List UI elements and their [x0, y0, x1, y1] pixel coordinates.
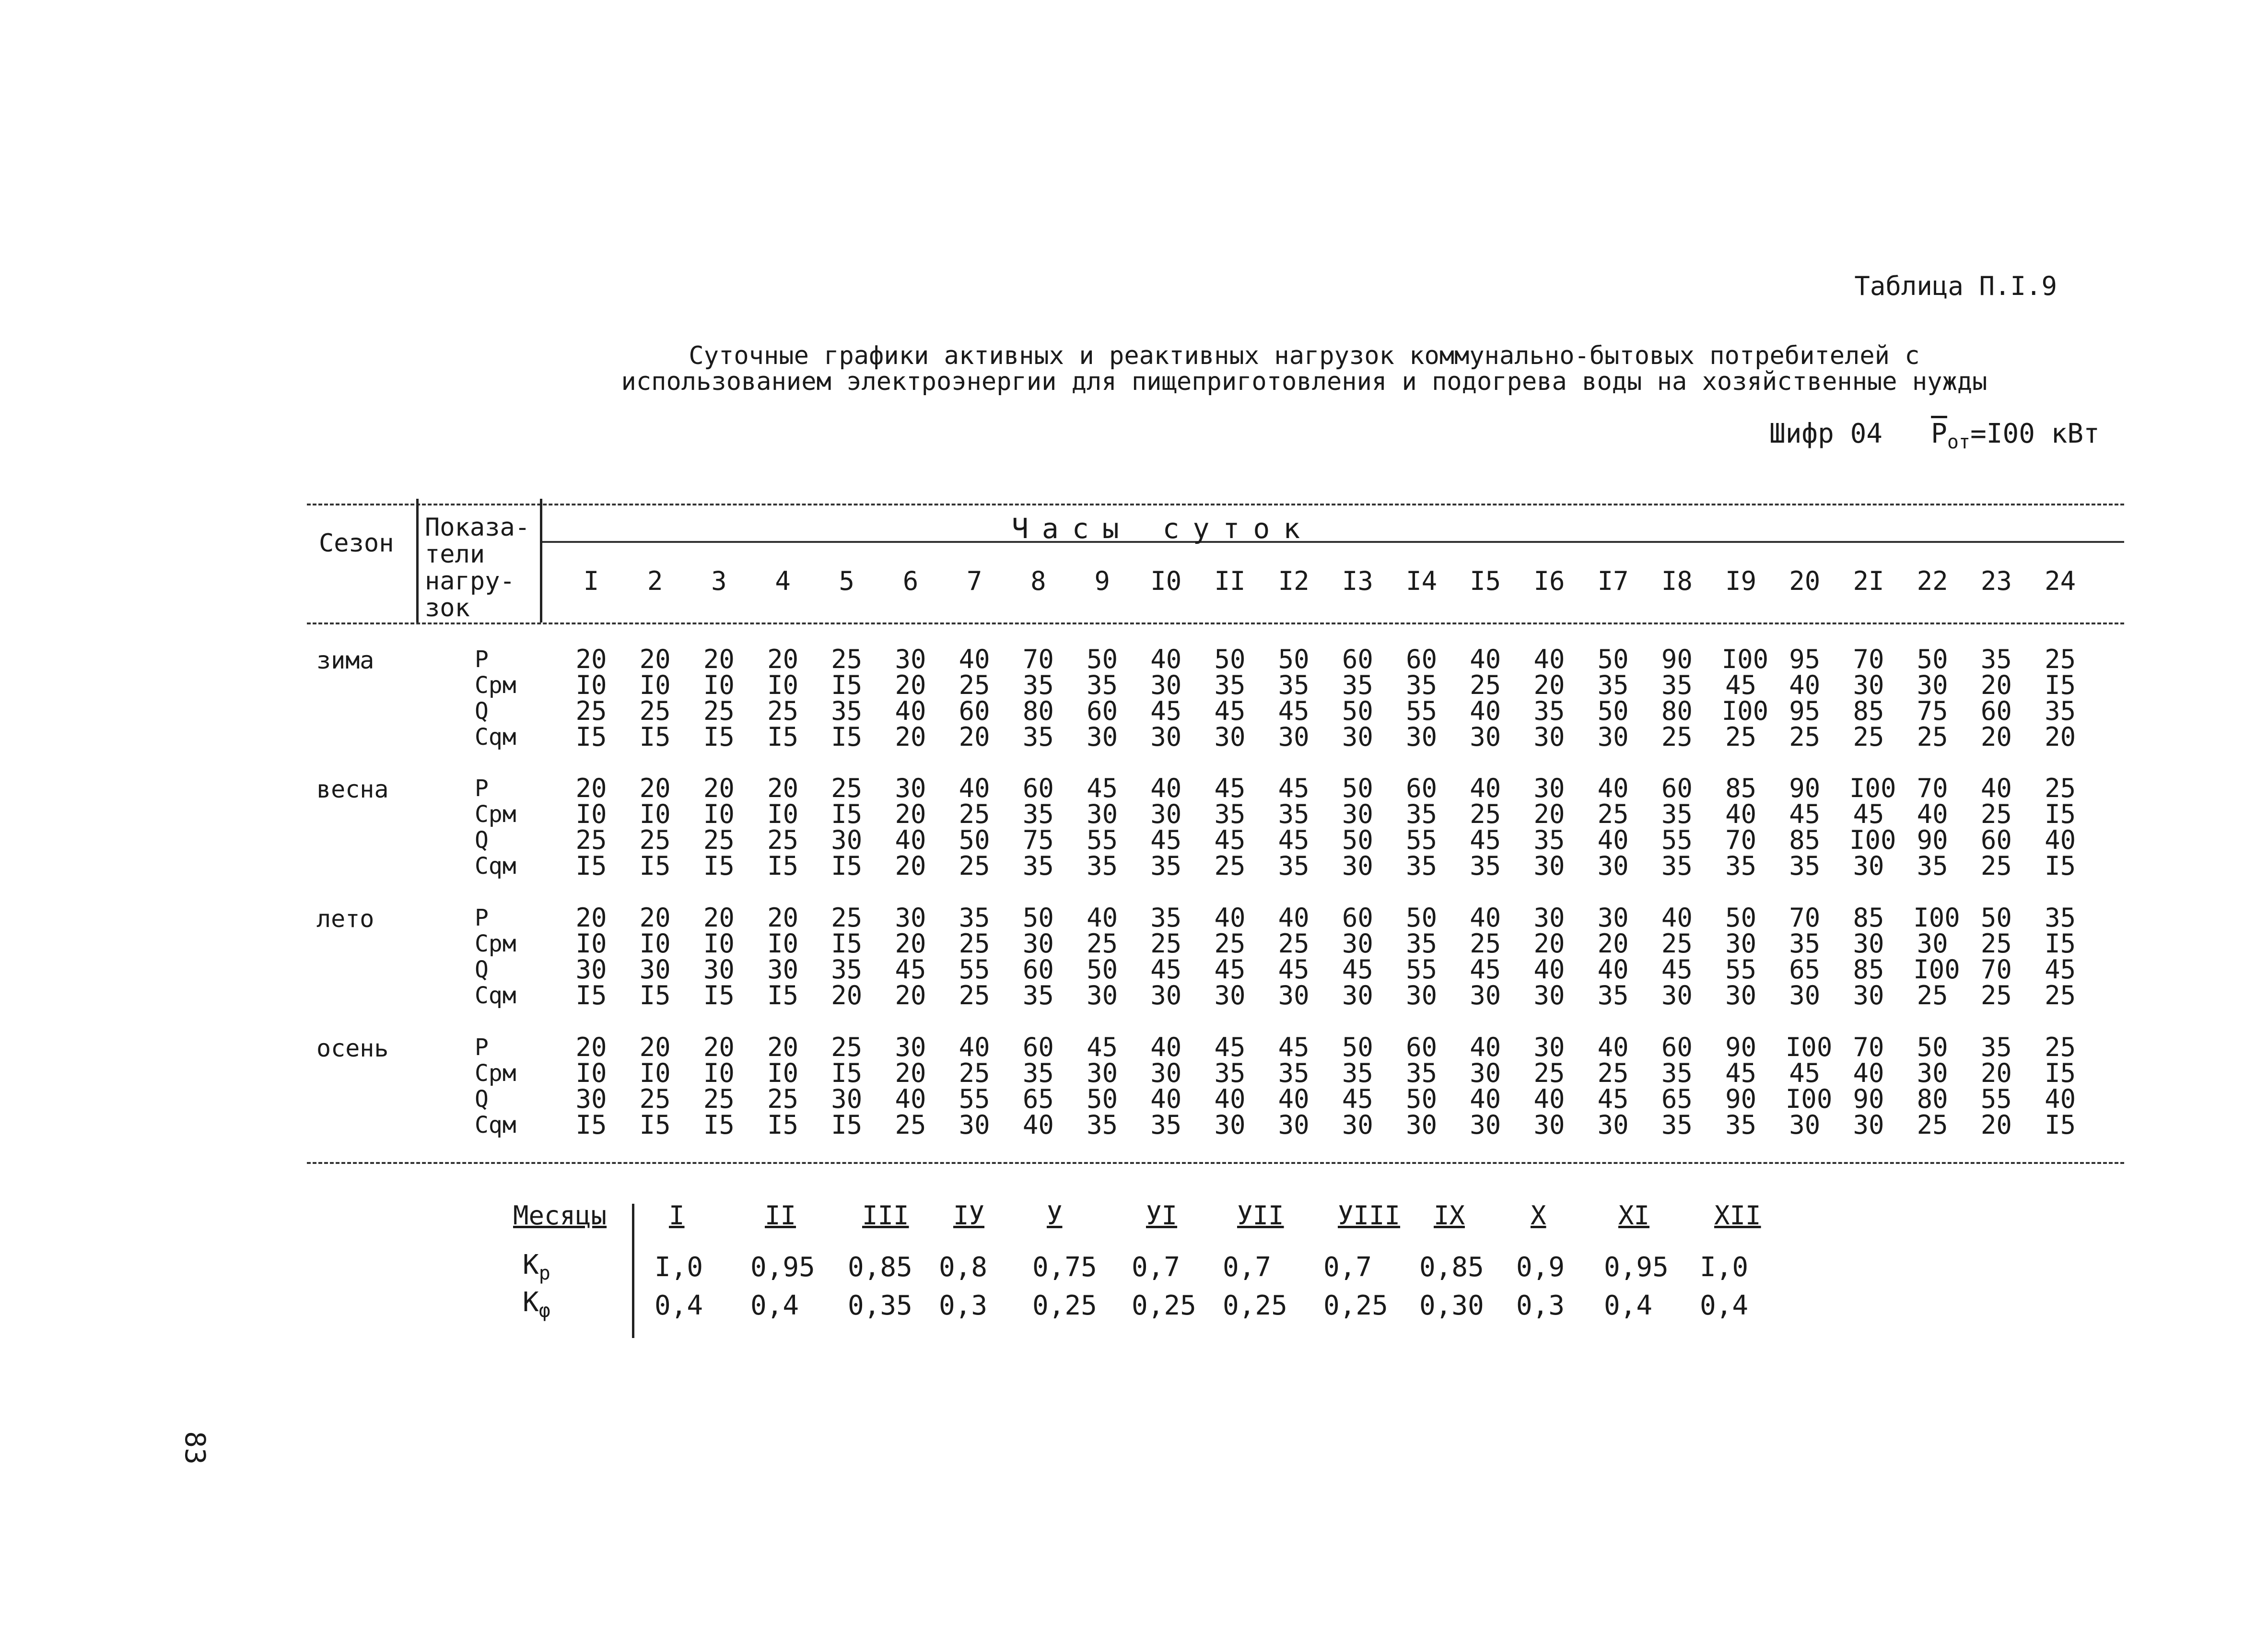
table-cell: 40 25 40 30	[1597, 773, 1629, 881]
table-cell: 25 I5 40 I5	[2045, 773, 2076, 881]
table-cell: 40 20 35 30	[1533, 644, 1565, 752]
table-cell: 60 35 50 30	[1342, 644, 1373, 752]
table-cell: I00 45 I00 30	[1849, 773, 1896, 881]
table-cell: 50 35 45 30	[1214, 644, 1246, 752]
month-header: I	[669, 1200, 685, 1231]
season-label: весна	[316, 775, 389, 803]
hour-number: I2	[1278, 566, 1309, 596]
table-cell: 20 I0 25 I5	[575, 773, 607, 881]
table-cell: 35 25 45 30	[1150, 903, 1182, 1010]
kq-value: 0,25	[1323, 1290, 1388, 1321]
indicator-labels: P Срм Q Сqм	[475, 646, 516, 751]
kp-value: 0,7	[1223, 1252, 1272, 1283]
kq-label	[523, 1287, 550, 1322]
table-cell: 20 I0 30 I5	[575, 1032, 607, 1140]
kq-value: 0,4	[1604, 1290, 1653, 1321]
hour-number: 2I	[1853, 566, 1884, 596]
table-cell: 20 I0 25 I5	[575, 644, 607, 752]
table-cell: 45 30 55 35	[1087, 773, 1118, 881]
kp-value: 0,9	[1516, 1252, 1565, 1283]
table-cell: 90 45 85 35	[1789, 773, 1821, 881]
cipher-code: Шифр 04	[1769, 418, 1883, 449]
cipher-subscript: от	[1947, 431, 1971, 454]
table-cell: 50 30 75 25	[1917, 644, 1948, 752]
table-cell: 70 30 85 25	[1853, 644, 1884, 752]
hour-number: 8	[1030, 566, 1046, 596]
table-cell: 60 35 65 35	[1661, 1032, 1693, 1140]
table-cell: 45 35 45 25	[1214, 773, 1246, 881]
hour-number: I7	[1597, 566, 1629, 596]
table-cell: 60 35 65 40	[1022, 1032, 1054, 1140]
table-cell: 50 30 60 35	[1022, 903, 1054, 1010]
table-cell: 25 I5 35 20	[2045, 644, 2076, 752]
table-cell: 50 30 55 30	[1725, 903, 1757, 1010]
table-cell: 30 20 40 25	[895, 1032, 926, 1140]
month-header: III	[862, 1200, 909, 1231]
table-cell: 40 25 45 30	[1214, 903, 1246, 1010]
table-cell: 45 35 40 30	[1214, 1032, 1246, 1140]
table-cell: 50 35 55 30	[1406, 903, 1438, 1010]
indicator-labels: P Срм Q Сqм	[475, 775, 516, 880]
table-cell: 60 35 55 30	[1406, 644, 1438, 752]
hour-number: I8	[1661, 566, 1693, 596]
kq-value: 0,4	[1700, 1290, 1749, 1321]
hour-number: 5	[839, 566, 855, 596]
table-title: Суточные графики активных и реактивных нагрузок коммунально-бытовых потребителей с использованием электроэнергии для пищеприготовления и подогрева воды на хозяйственные нужды	[621, 341, 1987, 396]
table-cell: 40 25 45 30	[1470, 903, 1501, 1010]
table-cell: 40 25 45 35	[1470, 773, 1501, 881]
table-cell: 20 I0 25 I5	[703, 773, 735, 881]
hour-number: 22	[1917, 566, 1948, 596]
kq-value: 0,3	[1516, 1290, 1565, 1321]
table-cell: 30 20 35 30	[1533, 773, 1565, 881]
kq-value: 0,30	[1419, 1290, 1484, 1321]
table-cell: I00 30 I00 25	[1913, 903, 1960, 1010]
table-cell: 50 25 70 25	[1980, 903, 2012, 1010]
table-cell: 45 35 45 35	[1278, 773, 1309, 881]
table-cell: 30 20 40 20	[895, 644, 926, 752]
table-cell: 20 I0 30 I5	[639, 903, 671, 1010]
hour-number: 2	[647, 566, 663, 596]
hour-number: 3	[711, 566, 727, 596]
cipher-symbol: $\overline{P}$	[1931, 418, 1947, 449]
table-cell: 40 25 60 20	[959, 644, 990, 752]
table-cell: 45 30 50 35	[1087, 1032, 1118, 1140]
hour-number: 4	[775, 566, 791, 596]
month-header: УI	[1146, 1200, 1178, 1231]
table-cell: 70 35 65 30	[1789, 903, 1821, 1010]
month-header: IX	[1434, 1200, 1465, 1231]
table-cell: 50 30 80 25	[1917, 1032, 1948, 1140]
table-cell: 95 40 95 25	[1789, 644, 1821, 752]
table-cell: 50 35 45 30	[1342, 1032, 1373, 1140]
month-header: IУ	[953, 1200, 985, 1231]
season-label: лето	[316, 905, 374, 933]
table-cell: 60 35 55 35	[1661, 773, 1693, 881]
table-cell: 30 20 45 20	[895, 903, 926, 1010]
table-cell: 35 25 55 25	[959, 903, 990, 1010]
header-season: Сезон	[319, 529, 394, 558]
hours-rule	[542, 541, 2124, 543]
hour-number: 23	[1980, 566, 2012, 596]
table-cell: 30 20 40 35	[1597, 903, 1629, 1010]
table-cell: 30 20 40 20	[895, 773, 926, 881]
hour-number: 7	[966, 566, 982, 596]
kp-value: 0,7	[1323, 1252, 1372, 1283]
table-cell: 70 40 90 35	[1917, 773, 1948, 881]
kq-value: 0,35	[848, 1290, 912, 1321]
table-cell: 20 I0 25 I5	[767, 773, 799, 881]
month-header: X	[1531, 1200, 1546, 1231]
kq-value: 0,3	[939, 1290, 988, 1321]
table-cell: 40 25 55 30	[959, 1032, 990, 1140]
table-cell: 20 I0 25 I5	[767, 1032, 799, 1140]
table-cell: 60 30 45 30	[1342, 903, 1373, 1010]
kp-value: 0,8	[939, 1252, 988, 1283]
table-cell: 40 25 50 30	[1087, 903, 1118, 1010]
kp-value: 0,85	[1419, 1252, 1484, 1283]
table-cell: 50 35 50 30	[1597, 644, 1629, 752]
kq-value: 0,25	[1032, 1290, 1097, 1321]
table-cell: 90 35 80 25	[1661, 644, 1693, 752]
cipher-value: =I00 кВт	[1970, 418, 2100, 449]
indicator-labels: P Срм Q Сqм	[475, 904, 516, 1009]
table-top-rule	[307, 504, 2124, 505]
kq-value: 0,25	[1223, 1290, 1287, 1321]
table-cell: 20 I0 30 I5	[767, 903, 799, 1010]
hour-number: I3	[1342, 566, 1373, 596]
table-cell: 20 I0 30 I5	[575, 903, 607, 1010]
table-cell: 20 I0 25 I5	[767, 644, 799, 752]
table-cell: 20 I0 25 I5	[639, 1032, 671, 1140]
table-cell: 40 25 45 30	[1597, 1032, 1629, 1140]
table-cell: 85 30 85 30	[1853, 903, 1884, 1010]
month-header: УIII	[1338, 1200, 1401, 1231]
table-cell: 45 35 40 30	[1278, 1032, 1309, 1140]
table-cell: 35 I5 45 25	[2045, 903, 2076, 1010]
months-label: Месяцы	[513, 1200, 607, 1231]
table-cell: 20 I0 25 I5	[703, 644, 735, 752]
month-header: XI	[1618, 1200, 1650, 1231]
table-bottom-rule	[307, 1162, 2124, 1164]
kq-sub: φ	[538, 1300, 550, 1322]
table-cell: 20 I0 25 I5	[703, 1032, 735, 1140]
hour-number: II	[1214, 566, 1246, 596]
season-label: осень	[316, 1034, 389, 1062]
table-cell: 50 30 50 30	[1342, 773, 1373, 881]
kp-value: 0,95	[1604, 1252, 1669, 1283]
table-number: Таблица П.I.9	[1854, 271, 2057, 301]
kp-letter: К	[523, 1249, 539, 1280]
kq-letter: К	[523, 1287, 539, 1318]
table-cell: 50 35 45 30	[1278, 644, 1309, 752]
table-cell: 25 I5 30 I5	[831, 1032, 863, 1140]
table-cell: 30 25 40 30	[1533, 1032, 1565, 1140]
kp-value: 0,75	[1032, 1252, 1097, 1283]
indicator-labels: P Срм Q Сqм	[475, 1034, 516, 1139]
month-header: XII	[1714, 1200, 1761, 1231]
table-cell: 20 I0 25 I5	[639, 773, 671, 881]
hour-number: 20	[1789, 566, 1821, 596]
kq-value: 0,4	[750, 1290, 799, 1321]
table-cell: 70 40 90 30	[1853, 1032, 1884, 1140]
header-hours: Часы суток	[1012, 512, 1314, 545]
hour-number: 6	[902, 566, 919, 596]
hour-number: I0	[1150, 566, 1182, 596]
table-cell: 70 35 80 35	[1022, 644, 1054, 752]
kp-value: 0,7	[1132, 1252, 1181, 1283]
table-cell: 35 20 55 20	[1980, 1032, 2012, 1140]
header-indicators: Показа-тели нагру-зок	[425, 513, 530, 622]
table-cell: 50 35 60 30	[1087, 644, 1118, 752]
table-cell: 60 35 75 35	[1022, 773, 1054, 881]
header-bottom-rule	[307, 622, 2124, 624]
table-cell: 20 I0 25 I5	[639, 644, 671, 752]
table-cell: 20 I0 30 I5	[703, 903, 735, 1010]
kp-value: 0,95	[750, 1252, 815, 1283]
table-cell: 25 I5 35 I5	[831, 644, 863, 752]
kq-value: 0,4	[655, 1290, 703, 1321]
month-header: II	[765, 1200, 796, 1231]
table-cell: 40 30 45 30	[1150, 644, 1182, 752]
col-divider-1	[416, 499, 419, 622]
kp-value: I,0	[1700, 1252, 1749, 1283]
table-cell: 40 30 40 30	[1470, 1032, 1501, 1140]
table-cell: 25 I5 35 20	[831, 903, 863, 1010]
table-cell: 25 I5 30 I5	[831, 773, 863, 881]
table-cell: 25 I5 40 I5	[2045, 1032, 2076, 1140]
table-cell: 85 40 70 35	[1725, 773, 1757, 881]
table-cell: 40 25 40 30	[1470, 644, 1501, 752]
table-cell: 35 20 60 20	[1980, 644, 2012, 752]
table-cell: 60 35 55 35	[1406, 773, 1438, 881]
table-cell: 40 30 40 35	[1150, 1032, 1182, 1140]
hour-number: I9	[1725, 566, 1757, 596]
cipher-label	[1769, 418, 2100, 453]
page-number: 83	[178, 1431, 211, 1465]
month-header: УII	[1237, 1200, 1284, 1231]
kp-value: I,0	[655, 1252, 703, 1283]
hour-number: I	[583, 566, 599, 596]
kp-label	[523, 1249, 550, 1284]
hour-number: I6	[1533, 566, 1565, 596]
table-cell: 90 45 90 35	[1725, 1032, 1757, 1140]
hour-number: I5	[1470, 566, 1501, 596]
table-cell: 40 25 45 30	[1661, 903, 1693, 1010]
kq-value: 0,25	[1132, 1290, 1196, 1321]
coef-divider	[632, 1204, 634, 1338]
table-cell: 40 25 60 25	[1980, 773, 2012, 881]
kp-sub: р	[538, 1262, 550, 1285]
table-cell: 30 20 40 30	[1533, 903, 1565, 1010]
table-cell: 40 30 45 35	[1150, 773, 1182, 881]
month-header: У	[1047, 1200, 1063, 1231]
hour-number: I4	[1406, 566, 1438, 596]
table-cell: 40 25 45 30	[1278, 903, 1309, 1010]
table-cell: I00 45 I00 25	[1721, 644, 1769, 752]
col-divider-2	[540, 499, 542, 622]
season-label: зима	[316, 646, 374, 674]
hour-number: 24	[2045, 566, 2076, 596]
table-cell: 60 35 50 30	[1406, 1032, 1438, 1140]
table-cell: 40 25 50 25	[959, 773, 990, 881]
table-cell: I00 45 I00 30	[1785, 1032, 1833, 1140]
hour-number: 9	[1094, 566, 1110, 596]
kp-value: 0,85	[848, 1252, 912, 1283]
